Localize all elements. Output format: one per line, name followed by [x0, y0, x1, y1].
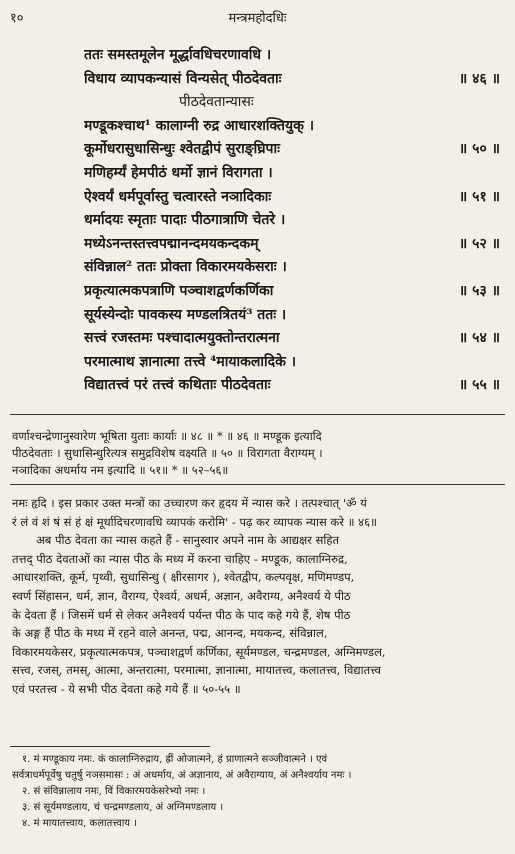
- translation-line: रं लं वं शं षं सं हं क्षं मूर्धादिचरणावधि व्यापकं करोमि' - पढ़ कर व्यापक न्यास करे ॥ ४६॥: [12, 514, 377, 529]
- divider: [10, 484, 505, 485]
- footnote: सर्वत्राधर्मपूर्वेषु चतुर्षु नञसमासः : अं अधर्माय, अं अज्ञानाय, अं अवैराग्याय, अं अनैश्वर्याय नमः ।: [12, 770, 352, 781]
- commentary-block: [12, 428, 504, 479]
- verse-line: संविन्नाल² ततः प्रोक्ता विकारमयकेसराः ।: [84, 259, 287, 276]
- commentary-line: वर्णाश्चन्द्रेणानुस्वारेण भूषिता युताः कार्याः ॥ ४८ ॥ * ॥ ४६ ॥ मण्डूक इत्यादि: [12, 429, 322, 443]
- verse-number: ॥ ५१ ॥: [458, 188, 500, 205]
- translation-line: के देवता हैं । जिसमें धर्म से लेकर अनैश्वर्य पर्यन्त पीठ के पाद कहे गये हैं, शेष पीठ: [12, 607, 351, 622]
- verse-number: ॥ ५२ ॥: [458, 235, 500, 252]
- section-heading: पीठदेवतान्यासः: [179, 94, 254, 111]
- verse-number: ॥ ४६ ॥: [458, 70, 500, 87]
- translation-line: नमः हृदि । इस प्रकार उक्त मन्त्रों का उच्चारण कर हृदय में न्यास करे । तत्पश्चात् 'ॐ यं: [12, 496, 367, 510]
- footnote: ३. सं सूर्यमण्डलाय, चं चन्द्रमण्डलाय, अं अग्निमण्डलाय ।: [22, 802, 224, 813]
- footnote: २. सं संविन्नालाय नमः, विं विकारमयकेसरेभ्यो नमः ।: [22, 786, 206, 797]
- verse-line: विधाय व्यापकन्यासं विन्यसेत् पीठदेवताः ॥ ४६ ॥: [84, 68, 504, 92]
- footnote: १. मं मण्डूकाय नमः. कं कालाग्निरुद्राय, ह्रीं ओजात्मने, हं प्राणात्मने सञ्जीवात्मने । एवं: [22, 754, 328, 765]
- translation-line: सत्त्व, रजस्, तमस्, आत्मा, अन्तरात्मा, परमात्मा, ज्ञानात्मा, मायातत्त्व, कलातत्त्व, विद्यातत्त्व: [12, 663, 381, 678]
- running-head: मन्त्रमहोदधिः: [228, 11, 287, 26]
- verse-number: ॥ ५० ॥: [458, 141, 500, 158]
- commentary-line: पीठदेवताः । सुधासिन्धुरित्यत्र समुद्रविशेष वक्ष्यति ॥ ५० ॥ विरागता वैराग्यम् ।: [12, 446, 323, 460]
- verse-number: ॥ ५५ ॥: [458, 377, 500, 394]
- commentary-line: नञादिका अधर्माय नम इत्यादि ॥ ५१॥ * ॥ ५२–५६॥: [12, 463, 229, 477]
- verse-line: ऐश्वर्यं धर्मपूर्वास्तु चत्वारस्ते नञादिकाः ॥ ५१ ॥: [84, 186, 504, 210]
- verse-line: प्रकृत्यात्मकपत्राणि पञ्चाशद्वर्णकर्णिका ॥ ५३ ॥: [84, 280, 504, 304]
- translation-line: के अङ्ग हैं पीठ के मध्य में रहने वाले अनन्त, पद्म, आनन्द, मयकन्द, संविन्नाल,: [12, 626, 328, 641]
- footnote-divider: [10, 746, 210, 747]
- verse-line: सत्त्वं रजस्तमः पश्चादात्मयुक्तोन्तरात्मना ॥ ५४ ॥: [84, 327, 504, 351]
- translation-line: अब पीठ देवता का न्यास कहते हैं - सानुस्वार अपने नाम के आद्यक्षर सहित: [36, 533, 340, 548]
- verse-block: [84, 44, 504, 398]
- verse-line: मणिहर्म्यं हेमपीठं धर्मो ज्ञानं विरागता ।: [84, 164, 273, 181]
- verse-number: ॥ ५४ ॥: [458, 330, 500, 347]
- translation-line: एवं परतत्त्व - ये सभी पीठ देवता कहे गये हैं ॥ ५०-५५ ॥: [12, 681, 241, 696]
- translation-line: तत्तद् पीठ देवताओं का न्यास पीठ के मध्य में करना चाहिए - मण्डूक, कालाग्निरुद्र,: [12, 551, 348, 566]
- page-header: [0, 6, 515, 26]
- verse-line: कूर्मोधरासुधासिन्धुः श्वेतद्वीपं सुराङ्घ्रिपाः ॥ ५० ॥: [84, 138, 504, 162]
- page-number: १०: [10, 11, 24, 26]
- verse-line: सूर्यस्येन्दोः पावकस्य मण्डलत्रितयं³ ततः ।: [84, 306, 287, 323]
- verse-line: विद्यातत्त्वं परं तत्त्वं कथिताः पीठदेवताः ॥ ५५ ॥: [84, 374, 504, 398]
- divider: [10, 414, 505, 415]
- translation-line: आधारशक्ति, कूर्म, पृथ्वी, सुधासिन्धु ( क्षीरसागर ), श्वेतद्वीप, कल्पवृक्ष, मणिमण्डप,: [12, 570, 355, 585]
- verse-line: ततः समस्तमूलेन मूर्द्धावधिचरणावधि ।: [84, 47, 272, 63]
- verse-line: मण्डूकश्चाथ¹ कालाग्नी रुद्र आधारशक्तियुक् ।: [84, 117, 315, 134]
- verse-line: परमात्माथ ज्ञानात्मा तत्त्वे ⁴मायाकलादिके ।: [84, 353, 297, 370]
- translation-line: विकारमयकेसर, प्रकृत्यात्मकपत्र, पञ्चाशद्वर्ण कर्णिका, सूर्यमण्डल, चन्द्रमण्डल, अग्निमण्डल,: [12, 644, 386, 659]
- footnotes: [12, 752, 507, 832]
- verse-line: मध्येऽनन्तस्तत्त्वपद्मानन्दमयकन्दकम् ॥ ५२ ॥: [84, 233, 504, 257]
- translation-line: स्वर्ण सिंहासन, धर्म, ज्ञान, वैराग्य, ऐश्वर्य, अधर्म, अज्ञान, अवैराग्य, अनैश्वर्य ये पीठ: [12, 588, 351, 603]
- verse-line: धर्मादयः स्मृताः पादाः पीठगात्राणि चेतरे ।: [84, 212, 286, 229]
- hindi-translation: [12, 494, 504, 699]
- footnote: ४. मं मायातत्त्वाय, कलातत्त्वाय ।: [22, 818, 138, 829]
- verse-number: ॥ ५३ ॥: [458, 282, 500, 299]
